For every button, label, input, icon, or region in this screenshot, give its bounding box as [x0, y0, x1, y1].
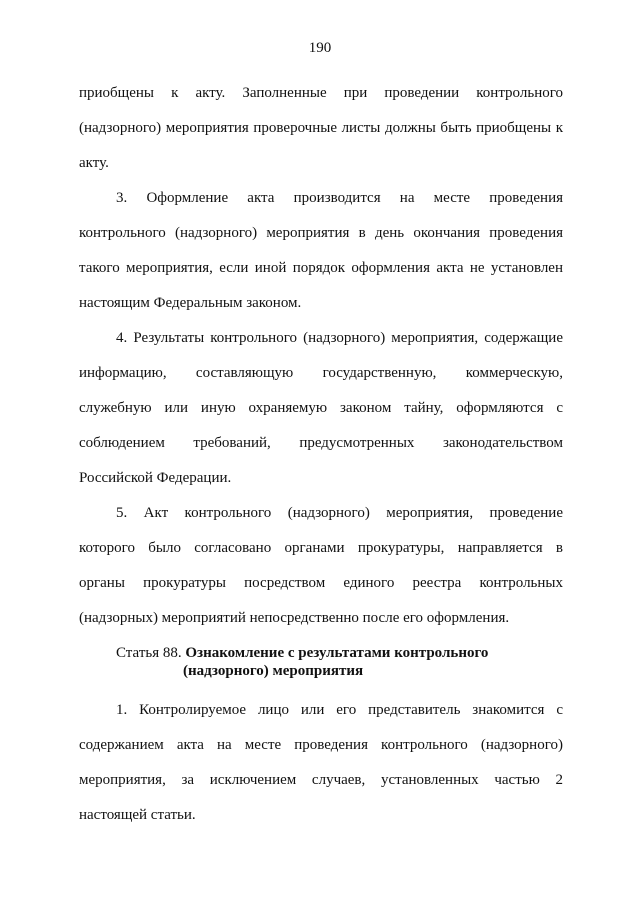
text-line: 1. Контролируемое лицо или его представитель знакомится с: [116, 702, 563, 718]
text-line: (надзорных) мероприятий непосредственно после его оформления.: [79, 610, 510, 626]
document-body: [79, 76, 563, 833]
text-line: 4. Результаты контрольного (надзорного) мероприятия, содержащие: [116, 330, 563, 346]
text-line: контрольного (надзорного) мероприятия в день окончания проведения: [79, 225, 563, 241]
text-line: которого было согласовано органами прокуратуры, направляется в: [79, 540, 563, 556]
text-line: информацию, составляющую государственную, коммерческую,: [79, 365, 563, 381]
text-line: настоящим Федеральным законом.: [79, 295, 302, 311]
paragraph-continuation: [79, 76, 563, 181]
text-line: (надзорного) мероприятия проверочные листы должны быть приобщены к: [79, 120, 563, 136]
text-line: соблюдением требований, предусмотренных законодательством: [79, 435, 563, 451]
text-line: содержанием акта на месте проведения контрольного (надзорного): [79, 737, 563, 753]
text-line: Российской Федерации.: [79, 470, 232, 486]
paragraph-5: [79, 496, 563, 636]
text-line: такого мероприятия, если иной порядок оформления акта не установлен: [79, 260, 563, 276]
article-title-line2: (надзорного) мероприятия: [183, 663, 364, 679]
text-line: служебную или иную охраняемую законом тайну, оформляются с: [79, 400, 563, 416]
article-title-line1: Ознакомление с результатами контрольного: [185, 645, 489, 661]
article-prefix: Статья 88.: [116, 645, 186, 661]
paragraph-3: [79, 181, 563, 321]
text-line: органы прокуратуры посредством единого реестра контрольных: [79, 575, 563, 591]
page-number: 190: [308, 40, 332, 56]
text-line: настоящей статьи.: [79, 807, 196, 823]
text-line: акту.: [79, 155, 109, 171]
text-line: 3. Оформление акта производится на месте проведения: [116, 190, 563, 206]
text-line: приобщены к акту. Заполненные при проведении контрольного: [79, 85, 563, 101]
text-line: мероприятия, за исключением случаев, установленных частью 2: [79, 772, 563, 788]
paragraph-article-1: [79, 693, 563, 833]
article-heading: [79, 636, 563, 693]
text-line: 5. Акт контрольного (надзорного) мероприятия, проведение: [116, 505, 563, 521]
paragraph-4: [79, 321, 563, 496]
